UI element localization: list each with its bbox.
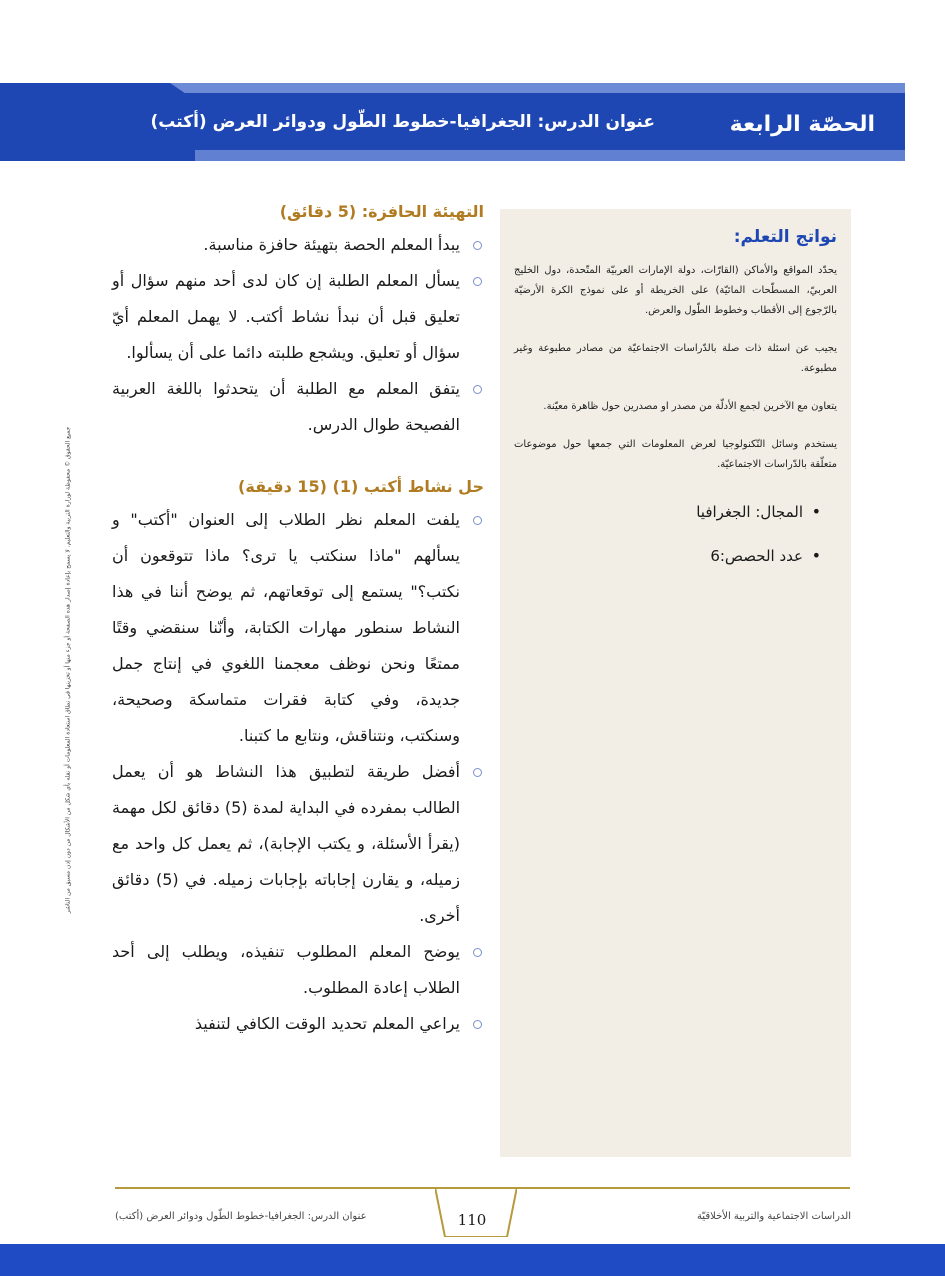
warmup-heading: التهيئة الحافزة: (5 دقائق)	[279, 202, 484, 221]
copyright-text: جميع الحقوق © محفوظة لوزارة التربية والتعليم. لا يسمح بإعادة إصدار هذه الصفحة أو جزء منها أو تخزينها في نطاق استعادة المعلومات أو نقله بأي شكل من الأشكال من دون إذن مسبق من الناشر	[64, 426, 72, 914]
activity-list	[112, 502, 484, 1042]
outcome-item: يجيب عن اسئلة ذات صلة بالدّراسات الاجتماعيّة من مصادر مطبوعة وغير مطبوعة.	[514, 343, 837, 374]
activity-heading: حل نشاط أكتب (1) (15 دقيقة)	[238, 477, 484, 496]
outcomes-title: نواتج التعلم:	[733, 227, 837, 247]
bullet-icon	[473, 241, 482, 250]
warmup-list	[112, 227, 484, 443]
bullet-icon	[473, 1020, 482, 1029]
procedures-column	[112, 202, 484, 1042]
list-item: أفضل طريقة لتطبيق هذا النشاط هو أن يعمل الطالب بمفرده في البداية لمدة (5) دقائق لكل مهمة (يقرأ الأسئلة، و يكتب الإجابة)، ثم يعمل كل واحد مع زميله، و يقارن إجاباته بإجابات زميله. في (5) دقائق أخرى.	[112, 754, 484, 934]
list-item: يبدأ المعلم الحصة بتهيئة حافزة مناسبة.	[112, 227, 484, 263]
outcome-item: يحدّد المواقع والأماكن (القارّات، دولة الإمارات العربيّة المتّحدة، دول الخليج العربيّ، المسطّحات المائيّة) على الخريطة أو على نموذج الكرة الأرضيّة بالرّجوع إلى الأقطاب وخطوط الطّول والعرض.	[514, 265, 837, 316]
list-item: يتفق المعلم مع الطلبة أن يتحدثوا باللغة العربية الفصيحة طوال الدرس.	[112, 371, 484, 443]
lesson-meta	[500, 503, 851, 565]
list-item: يراعي المعلم تحديد الوقت الكافي لتنفيذ	[112, 1006, 484, 1042]
bullet-icon	[473, 277, 482, 286]
session-title: الحصّة الرابعة	[729, 112, 875, 137]
bottom-bar	[0, 1244, 945, 1276]
footer-lesson-title: عنوان الدرس: الجغرافيا-خطوط الطّول ودوائر العرض (أكتب)	[115, 1211, 367, 1222]
domain-label: • المجال: الجغرافيا	[500, 503, 851, 521]
list-item: يلفت المعلم نظر الطلاب إلى العنوان "أكتب" و يسألهم "ماذا سنكتب يا ترى؟ ماذا تتوقعون أن نكتب؟" يستمع إلى توقعاتهم، ثم يوضح أننا في هذا النشاط سنطور مهارات الكتابة، وأنّنا سنقضي وقتًا ممتعًا ونحن نوظف معجمنا اللغوي في إنتاج جمل جديدة، وفي كتابة فقرات متماسكة وصحيحة، وسنكتب، ونتناقش، ونتابع ما كتبنا.	[112, 502, 484, 754]
bullet-icon	[473, 768, 482, 777]
outcomes-panel	[500, 209, 851, 1157]
list-item: يوضح المعلم المطلوب تنفيذه، ويطلب إلى أحد الطلاب إعادة المطلوب.	[112, 934, 484, 1006]
banner-decoration	[195, 150, 905, 161]
banner-decoration	[170, 83, 905, 93]
list-item: يسأل المعلم الطلبة إن كان لدى أحد منهم سؤال أو تعليق قبل أن نبدأ نشاط أكتب. لا يهمل المعلم أيّ سؤال أو تعليق. ويشجع طلبته دائما على أن يسألوا.	[112, 263, 484, 371]
lesson-title: عنوان الدرس: الجغرافيا-خطوط الطّول ودوائر العرض (أكتب)	[150, 112, 655, 132]
bullet-icon	[473, 516, 482, 525]
bullet-icon	[473, 948, 482, 957]
outcome-item: يستخدم وسائل التّكنولوجيا لعرض المعلومات التي جمعها حول موضوعات متعلّقة بالدّراسات الاجتماعيّة.	[514, 439, 837, 470]
footer-subject: الدراسات الاجتماعية والتربية الأخلاقيّة	[696, 1211, 851, 1222]
page-number: 110	[457, 1211, 487, 1229]
bullet-icon	[473, 385, 482, 394]
outcome-item: يتعاون مع الآخرين لجمع الأدلّة من مصدر او مصدرين حول ظاهرة معيّنة.	[543, 401, 837, 412]
sessions-count: • عدد الحصص:6	[500, 547, 851, 565]
copyright-note	[62, 320, 74, 1020]
